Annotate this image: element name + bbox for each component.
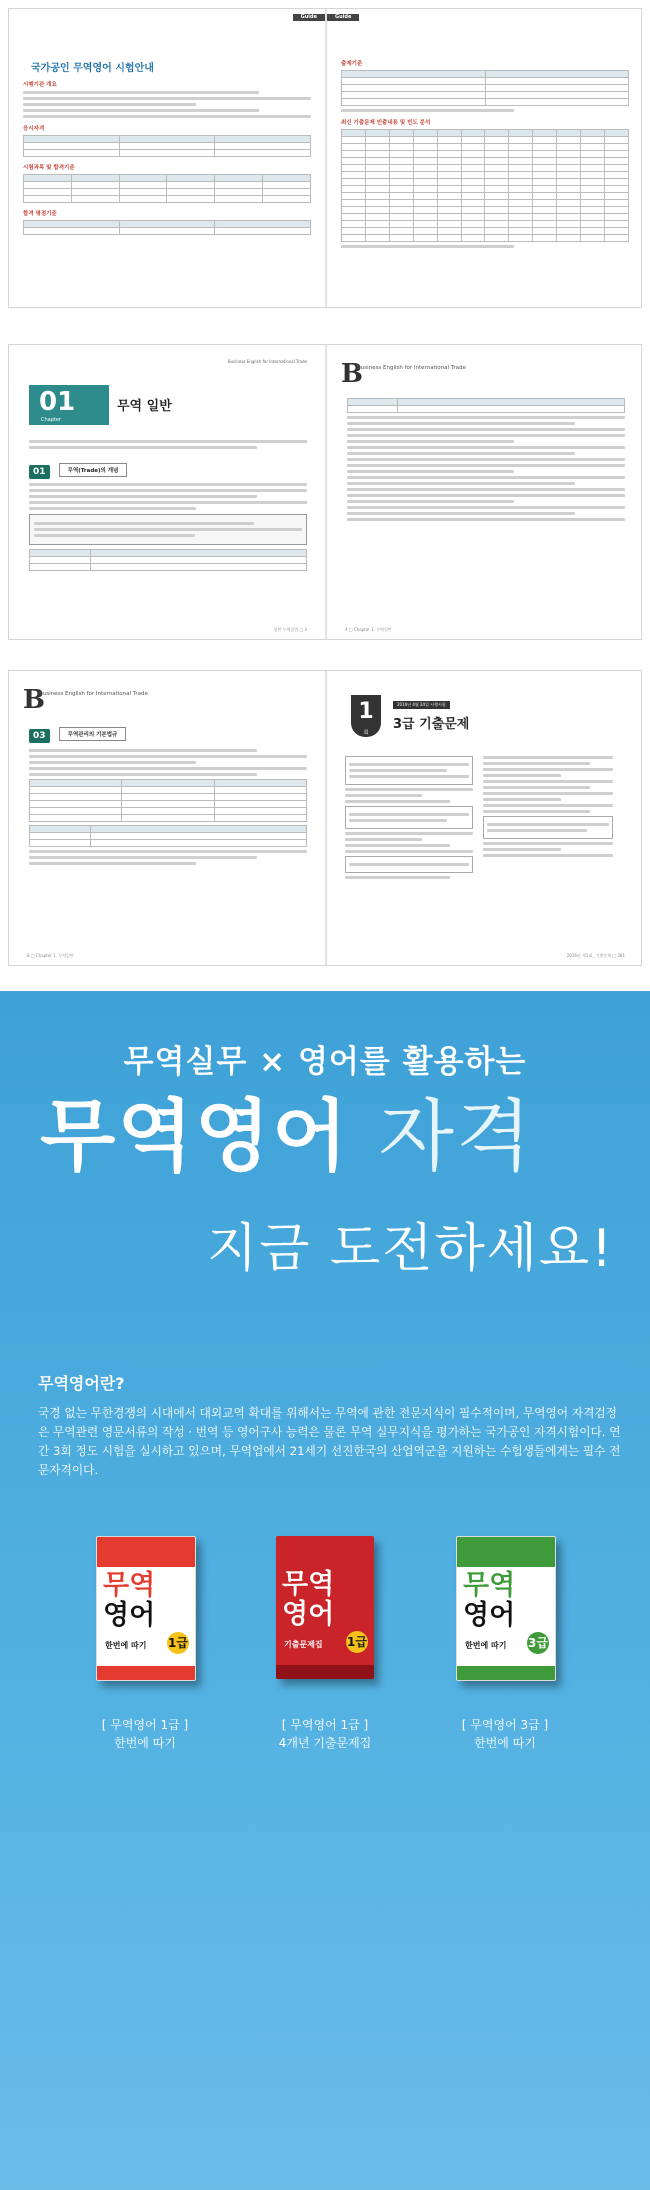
text-line xyxy=(23,91,259,94)
text-line xyxy=(29,755,307,758)
text-line xyxy=(483,756,613,759)
text-line xyxy=(29,761,196,764)
text-line xyxy=(345,832,473,835)
cover-title-line2: 영어 xyxy=(103,1600,156,1631)
note-box xyxy=(29,514,307,545)
caption-title: [ 무역영어 3급 ] xyxy=(461,1718,549,1732)
page-title: 국가공인 무역영어 시험안내 xyxy=(31,63,154,74)
question-card xyxy=(345,756,473,785)
text-line xyxy=(349,863,469,866)
text-line xyxy=(347,440,514,443)
table-subjects xyxy=(23,174,311,203)
table-laws xyxy=(29,779,307,822)
cover-title-line1: 무역 xyxy=(103,1570,156,1601)
text-line xyxy=(347,428,625,431)
caption-title: [ 무역영어 1급 ] xyxy=(281,1718,369,1732)
book-cover-2[interactable] xyxy=(276,1536,374,1679)
hero-word-certificate: 자격 xyxy=(378,1092,534,1182)
cover-title xyxy=(103,1571,155,1631)
chapter-number: 01 xyxy=(39,387,76,417)
text-line xyxy=(29,507,196,510)
text-line xyxy=(349,763,469,766)
table-qualification xyxy=(23,135,311,157)
question-card xyxy=(345,806,473,829)
text-line xyxy=(29,501,307,504)
round-label: 회 xyxy=(363,730,369,736)
book-caption-3 xyxy=(430,1716,580,1752)
text-line xyxy=(347,518,625,521)
text-line xyxy=(349,813,469,816)
section-number: 01 xyxy=(29,465,50,479)
subhead-frequency: 최신 기출문제 빈출내용 및 빈도 분석 xyxy=(341,120,431,126)
text-line xyxy=(345,876,450,879)
chapter-page-left xyxy=(9,345,325,639)
book-spread-3 xyxy=(8,670,642,966)
text-line xyxy=(29,749,257,752)
text-line xyxy=(29,446,257,449)
cover-band xyxy=(97,1537,195,1567)
cover-band xyxy=(457,1537,555,1567)
text-line xyxy=(345,844,450,847)
caption-subtitle: 한번에 따기 xyxy=(114,1736,176,1750)
text-line xyxy=(347,422,575,425)
text-line xyxy=(29,773,257,776)
text-line xyxy=(345,838,422,841)
book-spread-2 xyxy=(8,344,642,640)
text-line xyxy=(483,842,613,845)
page-footer: 4 □ Chapter 1. 무역일반 xyxy=(345,627,392,632)
subhead-3: 시험과목 및 합격기준 xyxy=(23,165,75,171)
chapter-body xyxy=(29,437,307,574)
cover-level: 1급 xyxy=(346,1631,368,1653)
page-footer: 8 □ Chapter 1. 무역일반 xyxy=(27,953,74,958)
exam-date: 2016년 4월 24일 시행시험 xyxy=(393,701,450,709)
subhead-1: 시행기관 개요 xyxy=(23,82,57,88)
question-card xyxy=(483,816,613,839)
caption-title: [ 무역영어 1급 ] xyxy=(101,1718,189,1732)
text-line xyxy=(483,768,613,771)
table-passing xyxy=(23,220,311,235)
text-line xyxy=(29,489,307,492)
chapter-label: Chapter xyxy=(41,417,61,423)
question-column-right xyxy=(483,753,613,860)
text-line xyxy=(34,528,302,531)
text-line xyxy=(483,848,561,851)
table-trade-types xyxy=(29,549,307,571)
cover-band-bottom xyxy=(276,1665,374,1679)
text-line xyxy=(347,434,625,437)
table-trade-rules xyxy=(29,825,307,847)
text-line xyxy=(29,483,307,486)
cover-level: 1급 xyxy=(167,1632,189,1654)
promo-hero-line2: 지금 도전하세요! xyxy=(207,1219,614,1279)
text-line xyxy=(349,775,469,778)
page-body xyxy=(347,395,625,524)
question-card xyxy=(345,856,473,873)
text-line xyxy=(483,774,561,777)
chapter-page-right xyxy=(327,345,642,639)
subhead-4: 합격 평점기준 xyxy=(23,211,57,217)
cover-title-line2: 영어 xyxy=(463,1600,516,1631)
promo-banner xyxy=(0,991,650,2190)
text-line xyxy=(347,416,625,419)
text-line xyxy=(483,804,613,807)
text-line xyxy=(34,534,195,537)
section-title: 무역(Trade)의 개념 xyxy=(59,463,128,477)
book-cover-3[interactable] xyxy=(456,1536,556,1681)
running-header: Business English for International Trade xyxy=(227,359,307,364)
round-badge xyxy=(351,695,381,737)
section-heading xyxy=(29,723,307,743)
text-line xyxy=(347,476,625,479)
guide-tab: Guide xyxy=(327,14,359,21)
text-line xyxy=(345,788,473,791)
text-line xyxy=(347,506,625,509)
cover-subtitle: 한번에 따기 xyxy=(105,1641,147,1650)
text-line xyxy=(347,458,625,461)
text-line xyxy=(29,856,257,859)
caption-subtitle: 4개년 기출문제집 xyxy=(278,1736,372,1750)
header-b-glyph: B xyxy=(23,685,45,715)
book-cover-1[interactable] xyxy=(96,1536,196,1681)
text-line xyxy=(29,862,196,865)
chapter-title: 무역 일반 xyxy=(117,399,172,414)
running-header: Business English for International Trade xyxy=(39,691,148,697)
text-line xyxy=(347,512,575,515)
text-line xyxy=(487,829,587,832)
text-line xyxy=(345,850,473,853)
text-line xyxy=(23,115,311,118)
cover-band-bottom xyxy=(97,1666,195,1680)
text-line xyxy=(483,762,590,765)
exam-title: 3급 기출문제 xyxy=(393,717,470,732)
text-line xyxy=(34,522,254,525)
cover-title xyxy=(282,1570,334,1630)
cover-level: 3급 xyxy=(527,1632,549,1654)
text-line xyxy=(483,786,590,789)
page-footer: 일반 무역일반 □ 3 xyxy=(273,627,307,632)
exam-guide-page-left xyxy=(9,9,325,307)
text-line xyxy=(23,109,259,112)
header-b-glyph: B xyxy=(341,359,363,389)
exam-page-right xyxy=(327,671,642,965)
page-footer: 2016년 제1회_ 기출문제 □ 381 xyxy=(566,953,625,958)
subhead-2: 응시자격 xyxy=(23,126,45,132)
cover-title-line1: 무역 xyxy=(463,1570,516,1601)
law-page-left xyxy=(9,671,325,965)
guide-tab: Guide xyxy=(293,14,325,21)
text-line xyxy=(341,109,514,112)
text-line xyxy=(345,794,422,797)
book-caption-2 xyxy=(250,1716,400,1752)
text-line xyxy=(23,103,196,106)
hero-word-trade-english: 무역영어 xyxy=(40,1092,350,1182)
question-column-left xyxy=(345,753,473,882)
running-header: Business English for International Trade xyxy=(357,365,466,371)
text-line xyxy=(483,810,590,813)
section-number: 03 xyxy=(29,729,50,743)
cover-subtitle: 기출문제집 xyxy=(284,1640,323,1649)
whatis-heading: 무역영어란? xyxy=(38,1374,125,1393)
text-line xyxy=(347,470,514,473)
text-line xyxy=(29,440,307,443)
text-line xyxy=(347,446,625,449)
text-line xyxy=(29,495,257,498)
promo-tagline: 무역실무 × 영어를 활용하는 xyxy=(123,1044,527,1080)
text-line xyxy=(349,769,447,772)
text-line xyxy=(483,854,613,857)
text-line xyxy=(29,850,307,853)
text-line xyxy=(23,97,311,100)
exam-guide-page-right xyxy=(327,9,642,307)
text-line xyxy=(347,494,625,497)
cover-title xyxy=(463,1571,515,1631)
text-line xyxy=(347,482,575,485)
section-title: 무역관리의 기본법규 xyxy=(59,727,127,741)
cover-band-bottom xyxy=(457,1666,555,1680)
page-body xyxy=(29,723,307,868)
chapter-badge xyxy=(29,385,109,425)
text-line xyxy=(483,798,561,801)
text-line xyxy=(347,452,575,455)
text-line xyxy=(347,464,625,467)
caption-subtitle: 한번에 따기 xyxy=(474,1736,536,1750)
text-line xyxy=(341,245,514,248)
text-line xyxy=(347,488,625,491)
promo-hero xyxy=(40,1091,533,1183)
table-summary xyxy=(347,398,625,413)
cover-title-line1: 무역 xyxy=(282,1569,335,1600)
text-line xyxy=(345,800,450,803)
subhead-criteria: 출제기준 xyxy=(341,61,363,67)
text-line xyxy=(349,819,447,822)
cover-subtitle: 한번에 따기 xyxy=(465,1641,507,1650)
round-number: 1 xyxy=(358,699,374,724)
table-criteria xyxy=(341,70,629,106)
text-line xyxy=(347,500,514,503)
text-line xyxy=(483,780,613,783)
section-heading xyxy=(29,459,307,479)
text-line xyxy=(487,823,609,826)
book-caption-1 xyxy=(70,1716,220,1752)
table-frequency xyxy=(341,129,629,242)
promo-description: 국경 없는 무한경쟁의 시대에서 대외교역 확대를 위해서는 무역에 관한 전문지식이 필수적이며, 무역영어 자격검정은 무역관련 영문서류의 작성 · 번역 등 영어구사 능력은 물론 무역 실무지식을 평가하는 국가공인 자격시험이다. 연간 3회 정도 시험을 실시하고 있으며, 무역업에서 21세기 선진한국의 산업역군을 지원하는 수험생들에게는 필수 전문자격이다. xyxy=(38,1406,621,1477)
book-spread-1 xyxy=(8,8,642,308)
text-line xyxy=(483,792,613,795)
cover-title-line2: 영어 xyxy=(282,1599,335,1630)
text-line xyxy=(29,767,307,770)
